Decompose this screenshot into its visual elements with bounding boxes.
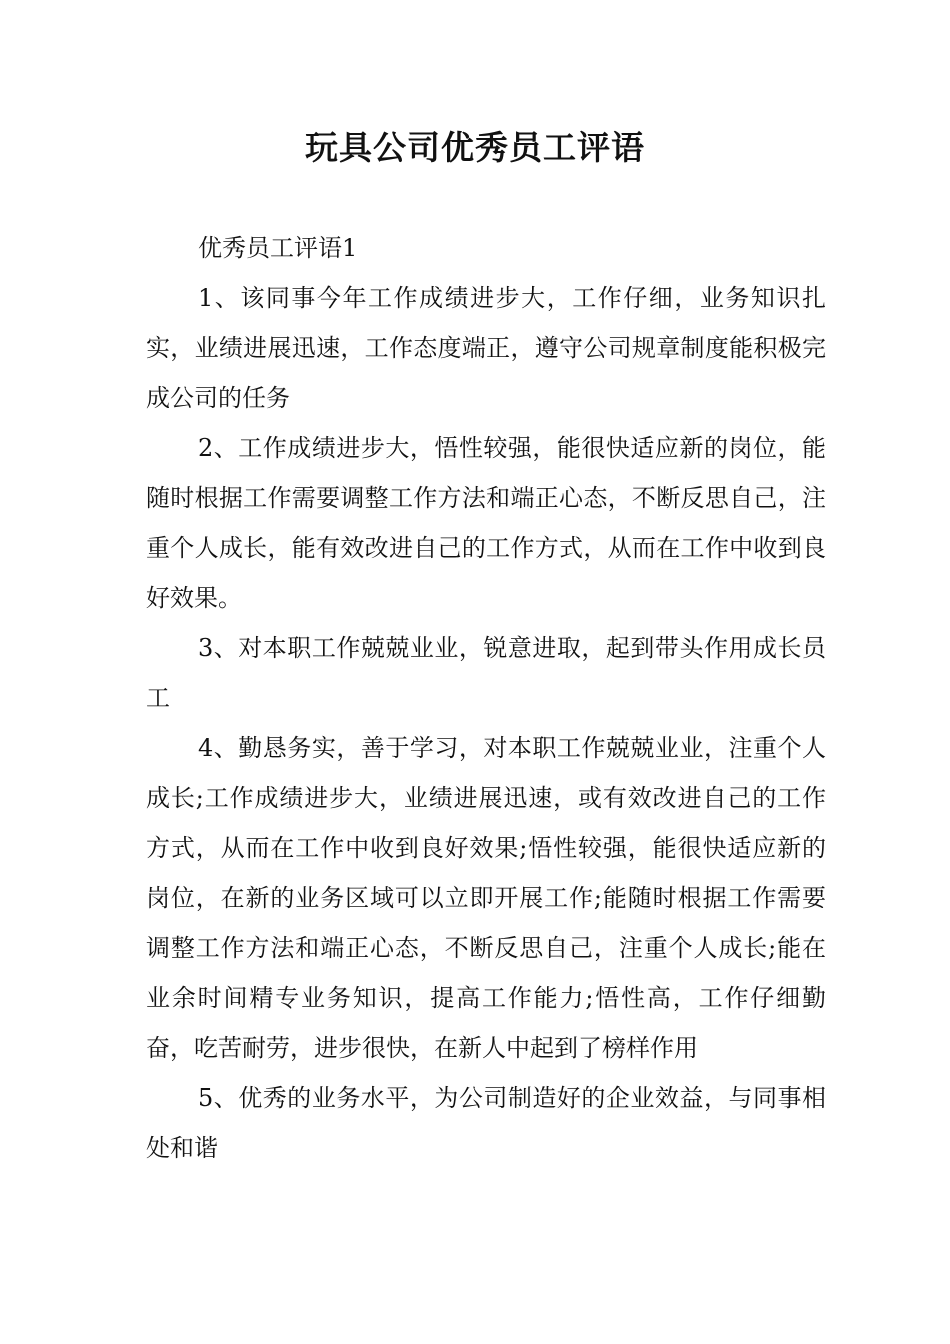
paragraph-4: 4、勤恳务实，善于学习，对本职工作兢兢业业，注重个人成长;工作成绩进步大，业绩进展迅速，或有效改进自己的工作方式，从而在工作中收到良好效果;悟性较强，能很快适应新的岗位，在新的业务区域可以立即开展工作;能随时根据工作需要调整工作方法和端正心态，不断反思自己，注重个人成长;能在业余时间精专业务知识，提高工作能力;悟性高，工作仔细勤奋，吃苦耐劳，进步很快，在新人中起到了榜样作用 — [146, 734, 826, 1062]
paragraph-5: 5、优秀的业务水平，为公司制造好的企业效益，与同事相处和谐 — [146, 1084, 826, 1162]
document-body — [146, 223, 826, 1173]
section-heading: 优秀员工评语1 — [198, 234, 358, 262]
paragraph-1: 1、该同事今年工作成绩进步大，工作仔细，业务知识扎实，业绩进展迅速，工作态度端正，遵守公司规章制度能积极完成公司的任务 — [146, 284, 826, 412]
document-title: 玩具公司优秀员工评语 — [305, 128, 645, 167]
paragraph-3: 3、对本职工作兢兢业业，锐意进取，起到带头作用成长员工 — [146, 634, 826, 712]
paragraph-2: 2、工作成绩进步大，悟性较强，能很快适应新的岗位，能随时根据工作需要调整工作方法和端正心态，不断反思自己，注重个人成长，能有效改进自己的工作方式，从而在工作中收到良好效果。 — [146, 434, 826, 612]
